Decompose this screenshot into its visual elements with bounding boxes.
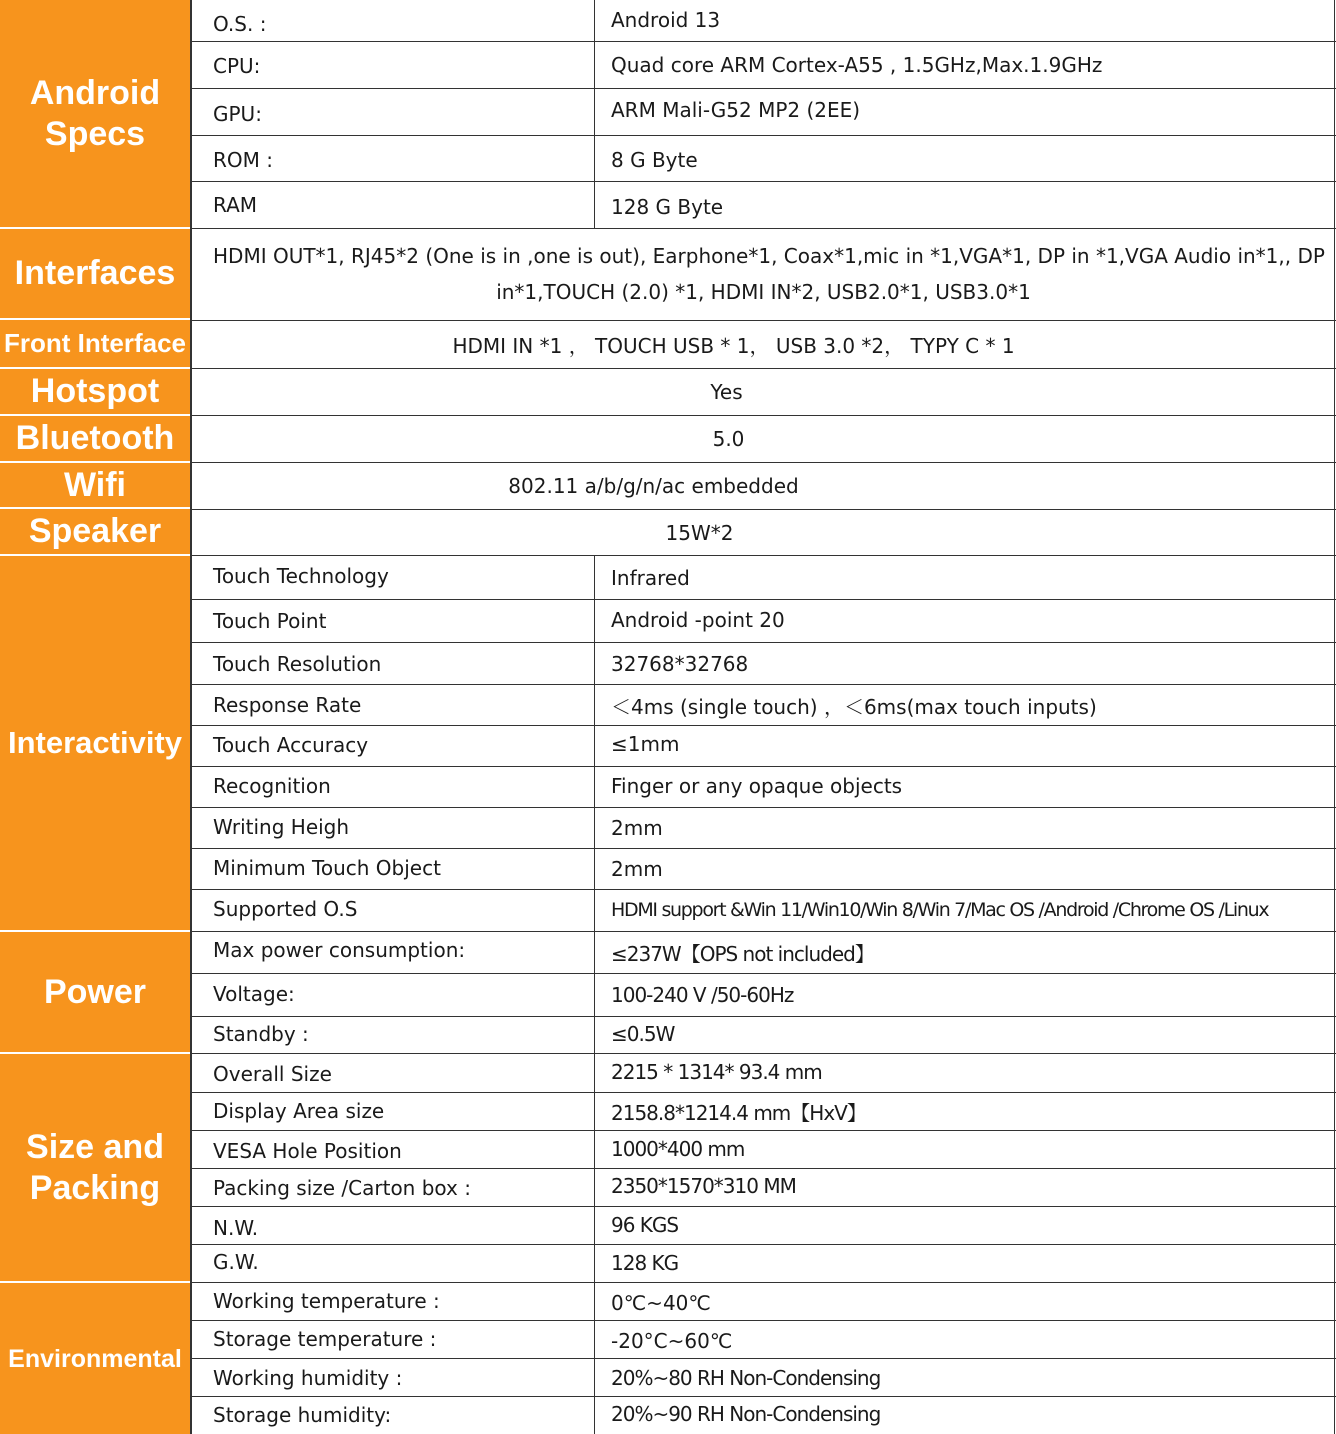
spec-label: Minimum Touch Object	[213, 856, 441, 880]
hotspot-value: Yes	[710, 380, 743, 404]
spec-value: 8 G Byte	[611, 147, 698, 172]
spec-label: GPU:	[213, 101, 262, 126]
spec-label: N.W.	[213, 1216, 259, 1240]
spec-value: 100-240 V /50-60Hz	[611, 983, 794, 1007]
spec-value: 96 KGS	[611, 1213, 679, 1237]
spec-value: HDMI support &Win 11/Win10/Win 8/Win 7/Mac OS /Android /Chrome OS /Linux	[611, 899, 1269, 921]
spec-label: Voltage:	[213, 982, 295, 1006]
spec-label: Packing size /Carton box :	[213, 1176, 471, 1200]
spec-value: 1000*400 mm	[611, 1137, 745, 1161]
category-size-packing: Size and Packing	[0, 1054, 190, 1283]
interfaces-line-2: in*1,TOUCH (2.0) *1, HDMI IN*2, USB2.0*1, USB3.0*1	[496, 280, 1031, 304]
spec-value: 20%~90 RH Non-Condensing	[611, 1402, 881, 1426]
speaker-value: 15W*2	[665, 521, 734, 545]
category-environmental: Environmental	[0, 1283, 190, 1434]
spec-value: ARM Mali-G52 MP2 (2EE)	[611, 97, 861, 122]
spec-value: 2mm	[611, 816, 663, 840]
spec-label: Supported O.S	[213, 897, 358, 921]
category-wifi: Wifi	[0, 463, 190, 509]
spec-label: Storage humidity:	[213, 1403, 392, 1427]
spec-value: 2mm	[611, 857, 663, 881]
category-interfaces: Interfaces	[0, 229, 190, 320]
spec-label: G.W.	[213, 1250, 259, 1274]
spec-label: Working temperature :	[213, 1289, 440, 1313]
spec-value: 32768*32768	[611, 652, 749, 676]
category-speaker: Speaker	[0, 509, 190, 556]
spec-label: Touch Technology	[213, 564, 389, 588]
front-interface-value: HDMI IN *1 ， TOUCH USB * 1， USB 3.0 *2， TYPY C * 1	[452, 333, 1015, 358]
category-power: Power	[0, 932, 190, 1054]
spec-value: 2158.8*1214.4 mm【HxV】	[611, 1100, 866, 1125]
spec-label: Touch Resolution	[213, 652, 382, 676]
spec-label: RAM	[213, 192, 258, 217]
spec-label: Writing Heigh	[213, 815, 350, 839]
category-hotspot: Hotspot	[0, 369, 190, 416]
spec-value: Finger or any opaque objects	[611, 774, 903, 798]
spec-value: 128 KG	[611, 1251, 679, 1275]
spec-label: Touch Point	[213, 609, 327, 633]
category-bluetooth: Bluetooth	[0, 416, 190, 463]
bluetooth-value: 5.0	[712, 427, 745, 451]
category-front-interface: Front Interface	[0, 320, 190, 369]
spec-label: Overall Size	[213, 1062, 332, 1086]
spec-label: Working humidity :	[213, 1366, 403, 1390]
spec-label: Response Rate	[213, 693, 362, 717]
spec-value: ≤237W【OPS not included】	[611, 941, 874, 966]
spec-label: CPU:	[213, 53, 261, 78]
spec-label: O.S. :	[213, 12, 267, 36]
spec-value: Android 13	[611, 8, 721, 32]
spec-value: 2215 * 1314* 93.4 mm	[611, 1060, 822, 1084]
spec-label: Touch Accuracy	[213, 733, 369, 757]
spec-label: ROM :	[213, 147, 273, 172]
interfaces-line-1: HDMI OUT*1, RJ45*2 (One is in ,one is out), Earphone*1, Coax*1,mic in *1,VGA*1, DP in *1,VGA Audio in*1,, DP	[213, 244, 1325, 268]
row-divider	[191, 642, 1336, 643]
spec-label: Max power consumption:	[213, 938, 466, 962]
spec-label: Recognition	[213, 774, 331, 798]
spec-label: Storage temperature :	[213, 1327, 437, 1351]
spec-value: Infrared	[611, 566, 690, 590]
spec-value: Android -point 20	[611, 608, 785, 632]
spec-value: Quad core ARM Cortex-A55 , 1.5GHz,Max.1.9GHz	[611, 52, 1103, 77]
spec-value: ≤0.5W	[611, 1022, 675, 1046]
spec-label: VESA Hole Position	[213, 1139, 402, 1163]
wifi-value: 802.11 a/b/g/n/ac embedded	[508, 473, 799, 498]
spec-value: 0℃~40℃	[611, 1291, 711, 1315]
spec-label: Standby :	[213, 1022, 309, 1046]
spec-value: -20°C~60℃	[611, 1329, 733, 1353]
spec-label: Display Area size	[213, 1099, 385, 1123]
spec-value: 20%~80 RH Non-Condensing	[611, 1366, 881, 1390]
spec-value: 128 G Byte	[611, 194, 724, 219]
spec-value: 2350*1570*310 MM	[611, 1174, 796, 1198]
spec-value: ＜4ms (single touch) ，＜6ms(max touch inputs)	[611, 694, 1097, 719]
category-interactivity: Interactivity	[0, 556, 190, 932]
category-android-specs: Android Specs	[0, 0, 190, 229]
spec-value: ≤1mm	[611, 732, 680, 756]
